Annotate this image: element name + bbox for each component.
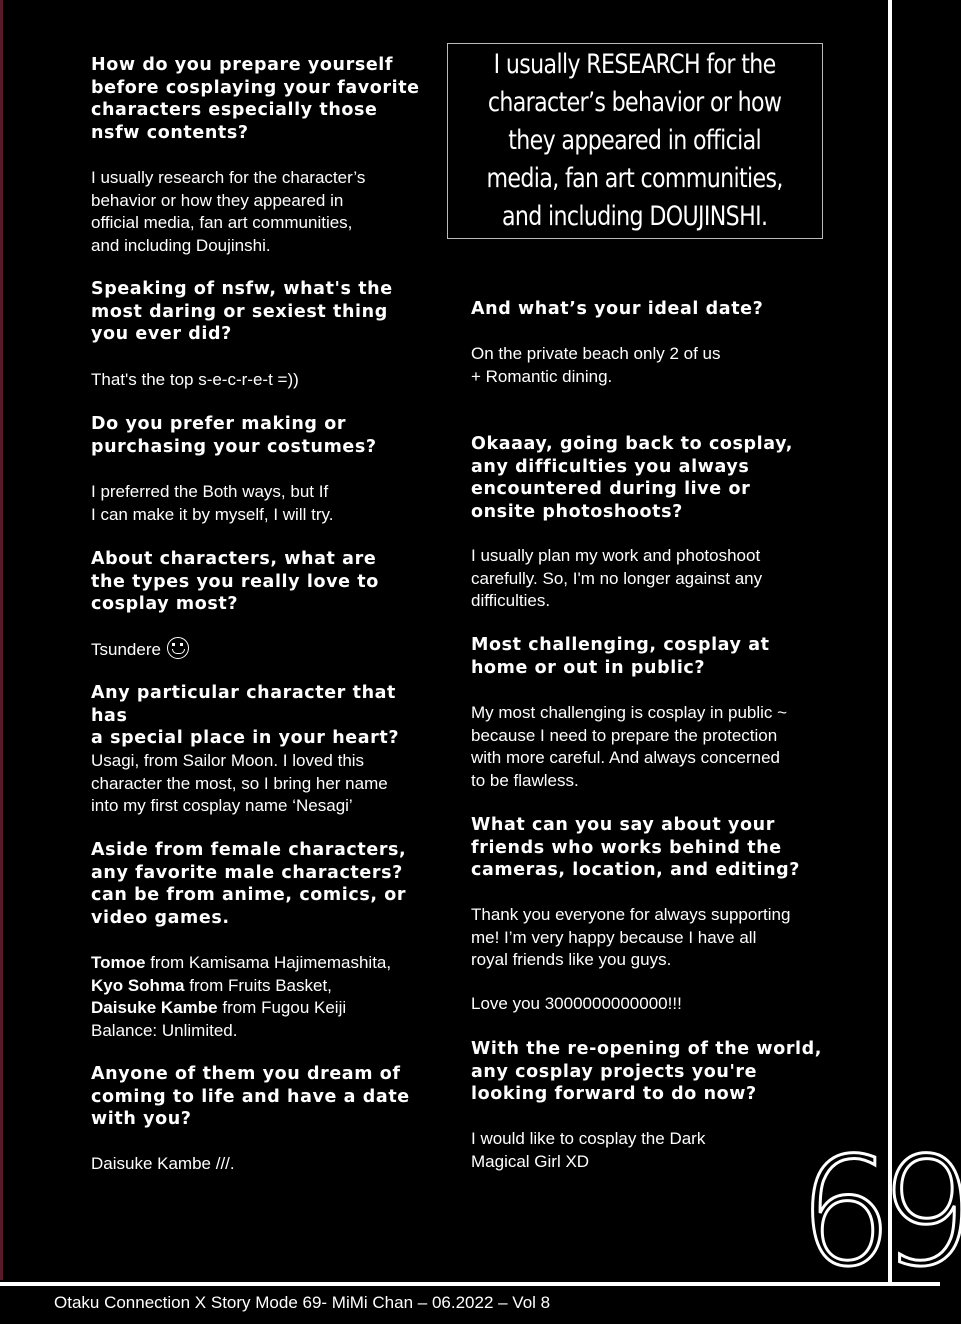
question: Aside from female characters, any favorite male characters? can be from anime, comics, or video games. <box>91 840 407 928</box>
question: Anyone of them you dream of coming to life and have a date with you? <box>91 1064 410 1129</box>
question: What can you say about your friends who works behind the cameras, location, and editing? <box>471 815 801 880</box>
answer: That's the top s-e-c-r-e-t =)) <box>91 370 299 389</box>
page-number: 69 <box>798 1126 961 1300</box>
laughing-crying-face-icon <box>167 637 189 659</box>
male-char-line: Balance: Unlimited. <box>91 1020 238 1040</box>
question: About characters, what are the types you really love to cosplay most? <box>91 549 379 614</box>
question: Do you prefer making or purchasing your costumes? <box>91 414 377 457</box>
answer: On the private beach only 2 of us + Romantic dining. <box>471 344 721 386</box>
answer: Usagi, from Sailor Moon. I loved this character the most, so I bring her name into my first cosplay name ‘Nesagi’ <box>91 751 388 815</box>
male-characters-answer <box>91 952 391 1042</box>
question: How do you prepare yourself before cosplaying your favorite characters especially those nsfw contents? <box>91 55 420 143</box>
answer: My most challenging is cosplay in public ~ because I need to prepare the protection with more careful. And always concerned to be flawless. <box>471 703 788 790</box>
question: Any particular character that has a special place in your heart? <box>91 683 400 748</box>
answer: Thank you everyone for always supporting me! I’m very happy because I have all royal friends like you guys. <box>471 905 791 969</box>
question: And what’s your ideal date? <box>471 299 764 319</box>
male-char-line: Tomoe from Kamisama Hajimemashita, <box>91 953 392 972</box>
answer: I usually research for the character’s behavior or how they appeared in official media, fan art communities, and including Doujinshi. <box>91 168 366 255</box>
question: With the re-opening of the world, any cosplay projects you're looking forward to do now? <box>471 1039 823 1104</box>
footer-credit: Otaku Connection X Story Mode 69- MiMi Chan – 06.2022 – Vol 8 <box>54 1293 551 1312</box>
male-char-line: Daisuke Kambe from Fugou Keiji <box>91 998 347 1017</box>
right-border-stripe <box>888 0 892 1285</box>
pull-quote <box>447 43 823 239</box>
answer <box>91 637 189 662</box>
pull-quote-text: I usually RESEARCH for the character’s behavior or how they appeared in official media, fan art communities, and including DOUJINSHI. <box>486 49 784 232</box>
answer: Daisuke Kambe ///. <box>91 1154 235 1173</box>
question: Okaaay, going back to cosplay, any difficulties you always encountered during live or onsite photoshoots? <box>471 434 794 522</box>
answer-text: Tsundere <box>91 640 161 659</box>
answer: I preferred the Both ways, but If I can make it by myself, I will try. <box>91 482 334 524</box>
question: Most challenging, cosplay at home or out in public? <box>471 635 770 678</box>
question: Speaking of nsfw, what's the most daring or sexiest thing you ever did? <box>91 279 393 344</box>
male-char-line: Kyo Sohma from Fruits Basket, <box>91 975 332 995</box>
answer: Love you 3000000000000!!! <box>471 994 682 1013</box>
answer: I usually plan my work and photoshoot carefully. So, I'm no longer against any difficulties. <box>471 546 763 610</box>
left-edge-accent <box>0 0 3 1280</box>
answer: I would like to cosplay the Dark Magical Girl XD <box>471 1129 706 1171</box>
